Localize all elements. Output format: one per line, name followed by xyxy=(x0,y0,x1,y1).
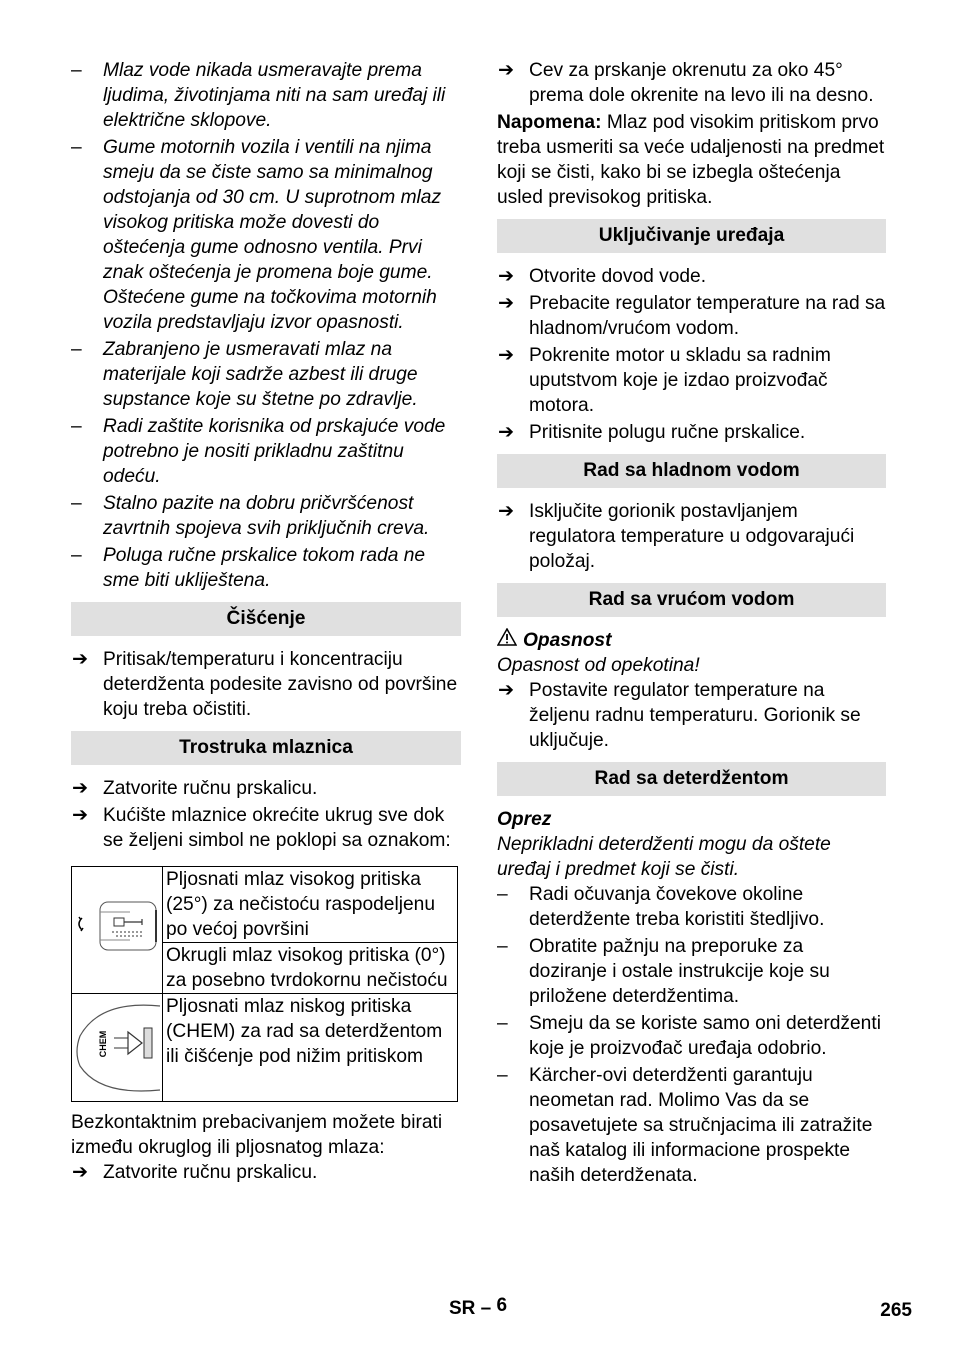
list-item: – Radi zaštite korisnika od prskajuće vode potrebno je nositi prikladnu zaštitnu odeću. xyxy=(71,416,446,487)
chem-icon-cell xyxy=(72,994,163,1102)
right-column xyxy=(497,58,886,1190)
step-item: ➔ Cev za prskanje okrenutu za oko 45° prema dole okrenite na levo ili na desno. xyxy=(498,60,874,106)
list-item: – Gume motornih vozila i ventili na njima smeju da se čiste samo sa minimalnog odstojanja od 30 cm. U suprotnom mlaz visokog pritiska može dovesti do oštećenja gume odnosno ventila. Prvi znak oštećenja je promena boje gume. Oštećene gume na točkovima motornih vozila predstavljaju izvor opasnosti. xyxy=(71,137,442,333)
section-heading-ciscenje: Čišćenje xyxy=(71,602,461,636)
step-item: ➔ Isključite gorionik postavljanjem regulatora temperature u odgovarajući položaj. xyxy=(498,501,855,572)
step-item: ➔ Postavite regulator temperature na željenu radnu temperaturu. Gorionik se uključuje. xyxy=(498,680,861,751)
list-item: – Obratite pažnju na preporuke za doziranje i ostale instrukcije koje su priložene deterdžentima. xyxy=(497,936,830,1007)
nozzle-table xyxy=(71,866,458,1102)
arrow-icon: ➔ xyxy=(498,293,515,314)
nozzle-icon-cell xyxy=(72,867,163,994)
list-item: – Kärcher-ovi deterdženti garantuju neometan rad. Molimo Vas da se posavetujete sa stručnjacima ili zatražite naš katalog ili informacione prospekte naših deterdženata. xyxy=(497,1065,873,1186)
step-item: ➔ Zatvorite ručnu prskalicu. xyxy=(72,1162,318,1183)
step-item: ➔ Pritisnite polugu ručne prskalice. xyxy=(498,422,806,443)
arrow-icon: ➔ xyxy=(498,345,515,366)
arrow-icon: ➔ xyxy=(498,680,515,701)
list-item: – Mlaz vode nikada usmeravajte prema ljudima, životinjama niti na sam uređaj ili električne sklopove. xyxy=(71,60,446,131)
footer-language: SR – 6 xyxy=(449,1295,508,1319)
arrow-icon: ➔ xyxy=(498,501,515,522)
step-item: ➔ Prebacite regulator temperature na rad sa hladnom/vrućom vodom. xyxy=(498,293,886,339)
note-paragraph: Napomena: Mlaz pod visokim pritiskom prvo treba usmeriti sa veće udaljenosti na predmet koji se čisti, kako bi se izbegla oštećenja usled previsokog pritiska. xyxy=(497,112,885,208)
page-number: 265 xyxy=(880,1300,912,1321)
warning-title: Opasnost xyxy=(497,628,886,653)
section-heading-ukljucivanje: Uključivanje uređaja xyxy=(497,219,886,253)
paragraph: Bezkontaktnim prebacivanjem možete birati između okruglog ili pljosnatog mlaza: xyxy=(71,1112,443,1158)
left-column xyxy=(71,58,461,1187)
list-item: – Poluga ručne prskalice tokom rada ne sme biti ukliještena. xyxy=(71,545,426,591)
section-heading-vruca: Rad sa vrućom vodom xyxy=(497,583,886,617)
list-item: – Smeju da se koriste samo oni deterdženti koje je proizvođač uređaja odobrio. xyxy=(497,1013,881,1059)
nozzle-desc-flat-high: Pljosnati mlaz visokog pritiska (25°) za nečistoću raspodeljenu po većoj površini xyxy=(163,867,458,943)
nozzle-desc-round-high: Okrugli mlaz visokog pritiska (0°) za posebno tvrdokornu nečistoću xyxy=(163,943,458,994)
step-item: ➔ Otvorite dovod vode. xyxy=(498,266,707,287)
section-heading-mlaznica: Trostruka mlaznica xyxy=(71,731,461,765)
chem-nozzle-icon xyxy=(72,994,162,1094)
arrow-icon: ➔ xyxy=(72,778,89,799)
arrow-icon: ➔ xyxy=(498,266,515,287)
step-item: ➔ Kućište mlaznice okrećite ukrug sve dok se željeni simbol ne poklopi sa oznakom: xyxy=(72,805,451,851)
section-heading-hladna: Rad sa hladnom vodom xyxy=(497,454,886,488)
list-item: – Radi očuvanja čovekove okoline deterdžente treba koristiti štedljivo. xyxy=(497,884,825,930)
table-row xyxy=(72,867,458,943)
warning-text: Opasnost od opekotina! xyxy=(497,655,700,676)
note-label: Napomena: xyxy=(497,112,602,133)
arrow-icon: ➔ xyxy=(72,649,89,670)
nozzle-desc-chem: Pljosnati mlaz niskog pritiska (CHEM) za rad sa deterdžentom ili čišćenje pod nižim pritiskom xyxy=(163,994,458,1102)
step-item: ➔ Pokrenite motor u skladu sa radnim uputstvom koje je izdao proizvođač motora. xyxy=(498,345,831,416)
step-item: ➔ Zatvorite ručnu prskalicu. xyxy=(72,778,318,799)
caution-title: Oprez xyxy=(497,809,552,830)
list-item: – Stalno pazite na dobru pričvršćenost zavrtnih spojeva svih priključnih creva. xyxy=(71,493,430,539)
arrow-icon: ➔ xyxy=(498,422,515,443)
arrow-icon: ➔ xyxy=(72,805,89,826)
list-item: – Zabranjeno je usmeravati mlaz na materijale koji sadrže azbest ili druge supstance koje su štetne po zdravlje. xyxy=(71,339,418,410)
high-pressure-nozzle-icon xyxy=(72,888,162,966)
step-item: ➔ Pritisak/temperaturu i koncentraciju deterdženta podesite zavisno od površine koju treba očistiti. xyxy=(72,649,458,720)
section-heading-deterdzent: Rad sa deterdžentom xyxy=(497,762,886,796)
safety-list xyxy=(71,58,461,593)
warning-triangle-icon xyxy=(497,628,517,653)
table-row xyxy=(72,994,458,1102)
arrow-icon: ➔ xyxy=(498,60,515,81)
chem-label: CHEM xyxy=(98,1030,108,1058)
arrow-icon: ➔ xyxy=(72,1162,89,1183)
caution-text: Neprikladni deterdženti mogu da oštete uređaj i predmet koji se čisti. xyxy=(497,834,831,880)
